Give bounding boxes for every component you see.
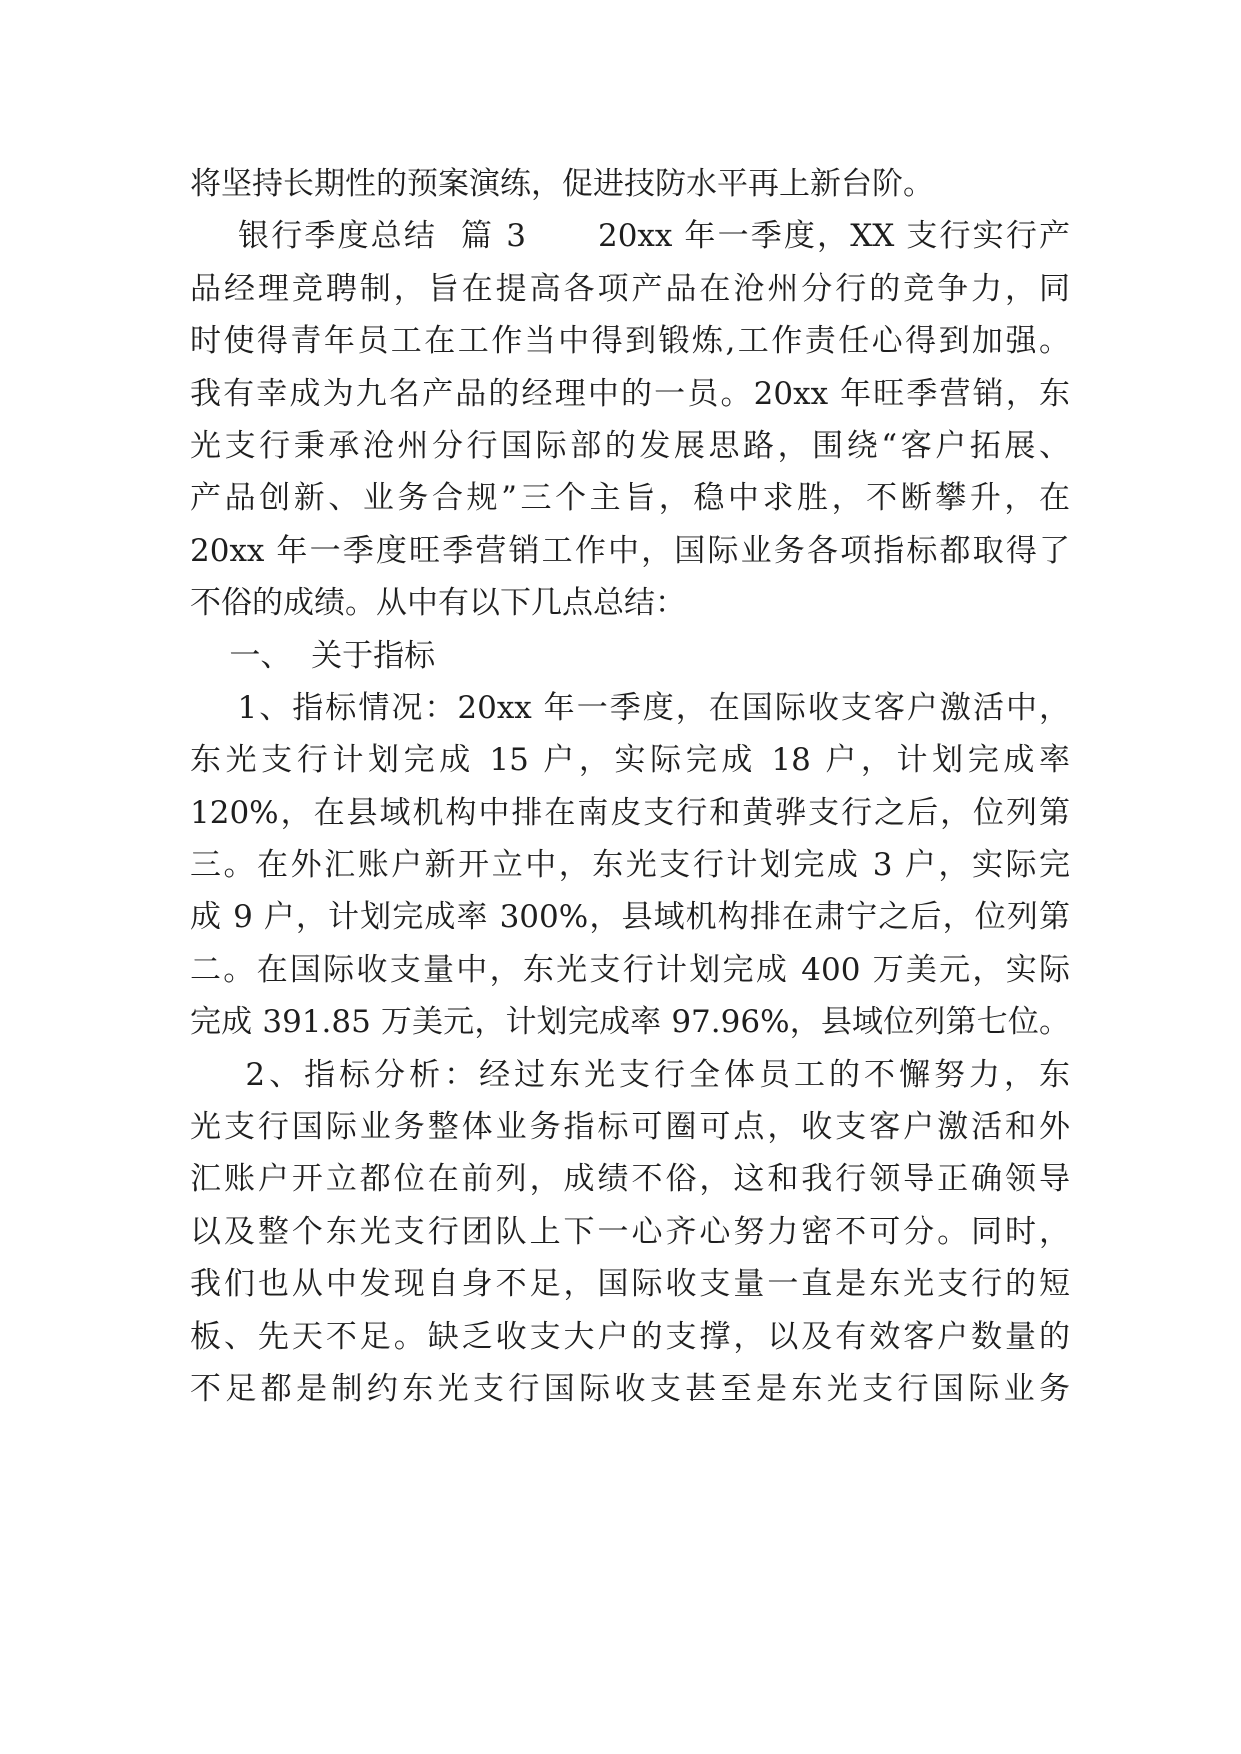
text-line: 光支行国际业务整体业务指标可圈可点，收支客户激活和外	[190, 1109, 1070, 1146]
text-line: 产品创新、业务合规”三个主旨，稳中求胜，不断攀升，在	[190, 480, 1070, 517]
section-heading: 一、 关于指标	[190, 637, 436, 674]
text-line: 汇账户开立都位在前列，成绩不俗，这和我行领导正确领导	[190, 1161, 1070, 1198]
text-line: 我们也从中发现自身不足，国际收支量一直是东光支行的短	[190, 1266, 1070, 1303]
text-line: 板、先天不足。缺乏收支大户的支撑，以及有效客户数量的	[190, 1318, 1070, 1355]
text-line: 我有幸成为九名产品的经理中的一员。20xx 年旺季营销，东	[190, 375, 1070, 412]
text-line: 将坚持长期性的预案演练，促进技防水平再上新台阶。	[190, 166, 934, 202]
text-line: 20xx 年一季度旺季营销工作中，国际业务各项指标都取得了	[190, 532, 1070, 569]
text-line: 完成 391.85 万美元，计划完成率 97.96%，县域位列第七位。	[190, 1004, 1070, 1041]
text-line: 品经理竞聘制，旨在提高各项产品在沧州分行的竞争力，同	[190, 270, 1070, 307]
text-line: 1、指标情况：20xx 年一季度，在国际收支客户激活中，	[190, 689, 1070, 726]
text-line: 成 9 户，计划完成率 300%，县域机构排在肃宁之后，位列第	[190, 899, 1070, 936]
text-line: 时使得青年员工在工作当中得到锻炼,工作责任心得到加强。	[190, 323, 1070, 360]
text-line: 三。在外汇账户新开立中，东光支行计划完成 3 户，实际完	[190, 847, 1070, 884]
text-line: 不足都是制约东光支行国际收支甚至是东光支行国际业务	[190, 1370, 1070, 1407]
text-line: 以及整个东光支行团队上下一心齐心努力密不可分。同时，	[190, 1213, 1070, 1250]
document-body	[190, 158, 1070, 1415]
text-line: 东光支行计划完成 15 户，实际完成 18 户，计划完成率	[190, 742, 1070, 779]
text-line: 120%，在县域机构中排在南皮支行和黄骅支行之后，位列第	[190, 794, 1070, 831]
text-line: 光支行秉承沧州分行国际部的发展思路，围绕“客户拓展、	[190, 427, 1070, 464]
text-line: 2、指标分析：经过东光支行全体员工的不懈努力，东	[190, 1056, 1070, 1093]
text-line: 银行季度总结 篇 3 20xx 年一季度，XX 支行实行产	[190, 218, 1070, 255]
text-line: 不俗的成绩。从中有以下几点总结：	[190, 585, 686, 622]
text-line: 二。在国际收支量中，东光支行计划完成 400 万美元，实际	[190, 951, 1070, 988]
